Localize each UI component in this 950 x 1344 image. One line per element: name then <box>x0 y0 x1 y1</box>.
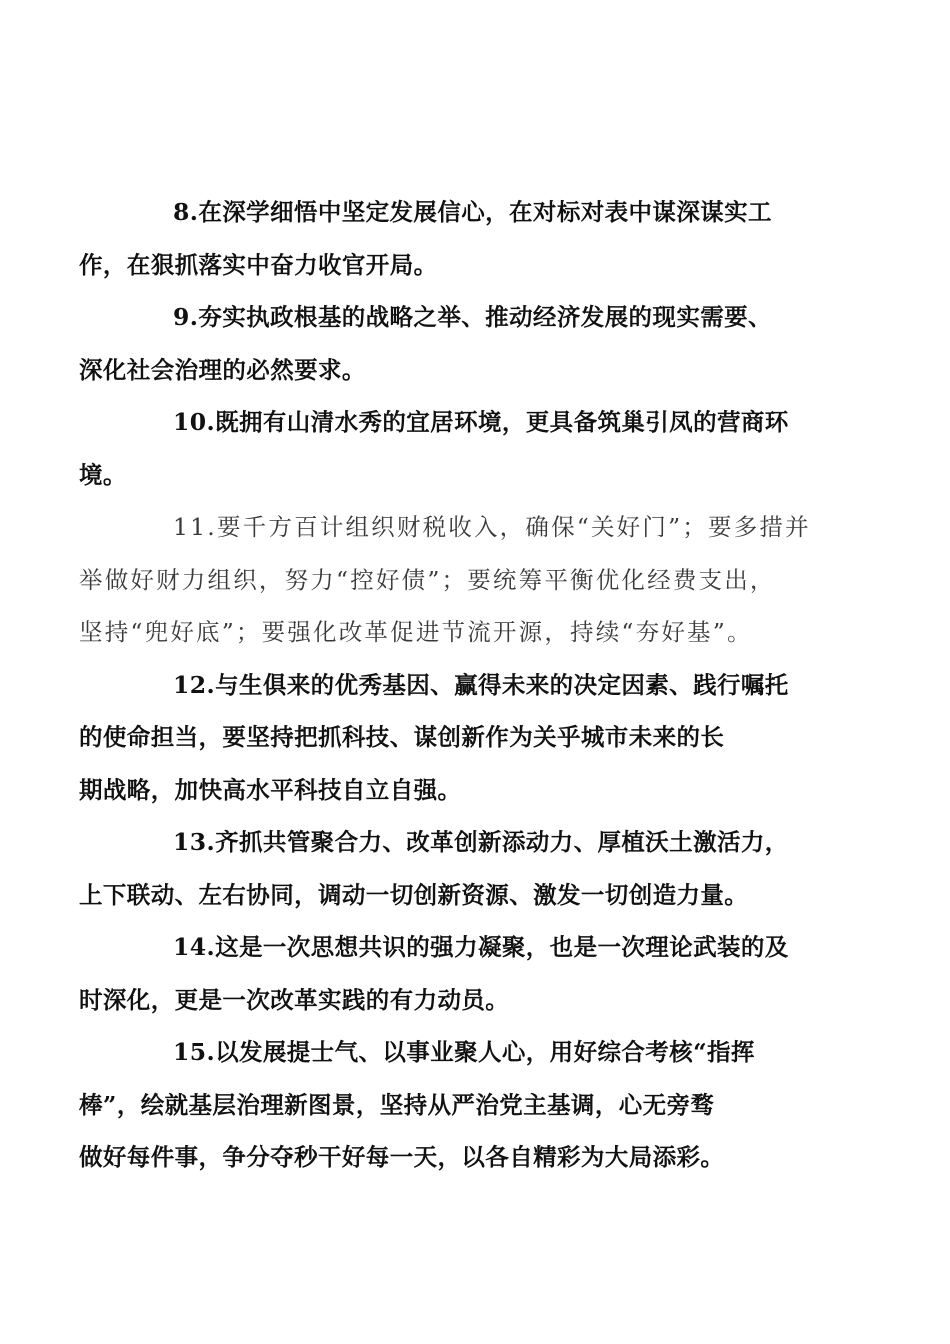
paragraph-line: 12.与生俱来的优秀基因、赢得未来的决定因素、践行嘱托 <box>173 670 789 699</box>
paragraph-line: 坚持“兜好底”；要强化改革促进节流开源，持续“夯好基”。 <box>79 618 753 646</box>
paragraph-13 <box>79 816 838 921</box>
paragraph-line: 棒”，绘就基层治理新图景，坚持从严治党主基调，心无旁骛 <box>79 1090 715 1119</box>
paragraph-line: 作，在狠抓落实中奋力收官开局。 <box>79 250 438 279</box>
paragraph-12 <box>79 659 838 817</box>
paragraph-line: 上下联动、左右协同，调动一切创新资源、激发一切创造力量。 <box>79 880 749 909</box>
document-body <box>79 186 838 1184</box>
paragraph-line: 境。 <box>79 460 127 489</box>
paragraph-14 <box>79 921 838 1026</box>
paragraph-10 <box>79 396 838 501</box>
paragraph-line: 时深化，更是一次改革实践的有力动员。 <box>79 985 510 1014</box>
paragraph-15 <box>79 1026 838 1184</box>
paragraph-line: 做好每件事，争分夺秒干好每一天，以各自精彩为大局添彩。 <box>79 1143 725 1171</box>
paragraph-line: 11.要千方百计组织财税收入，确保“关好门”；要多措并 <box>173 513 811 541</box>
paragraph-line: 深化社会治理的必然要求。 <box>79 355 366 384</box>
paragraph-line: 9.夯实执政根基的战略之举、推动经济发展的现实需要、 <box>173 303 772 331</box>
paragraph-line: 的使命担当，要坚持把抓科技、谋创新作为关乎城市未来的长 <box>79 723 725 751</box>
paragraph-line: 14.这是一次思想共识的强力凝聚，也是一次理论武装的及 <box>173 933 789 961</box>
paragraph-line: 13.齐抓共管聚合力、改革创新添动力、厚植沃土激活力， <box>173 828 789 856</box>
paragraph-line: 15.以发展提士气、以事业聚人心，用好综合考核“指挥 <box>173 1038 755 1066</box>
paragraph-line: 10.既拥有山清水秀的宜居环境，更具备筑巢引凤的营商环 <box>173 408 789 436</box>
paragraph-9 <box>79 291 838 396</box>
paragraph-line: 举做好财力组织，努力“控好债”；要统筹平衡优化经费支出， <box>79 565 776 594</box>
paragraph-line: 期战略，加快高水平科技自立自强。 <box>79 775 462 804</box>
paragraph-11 <box>79 501 838 659</box>
paragraph-line: 8.在深学细悟中坚定发展信心，在对标对表中谋深谋实工 <box>173 198 772 226</box>
paragraph-8 <box>79 186 838 291</box>
